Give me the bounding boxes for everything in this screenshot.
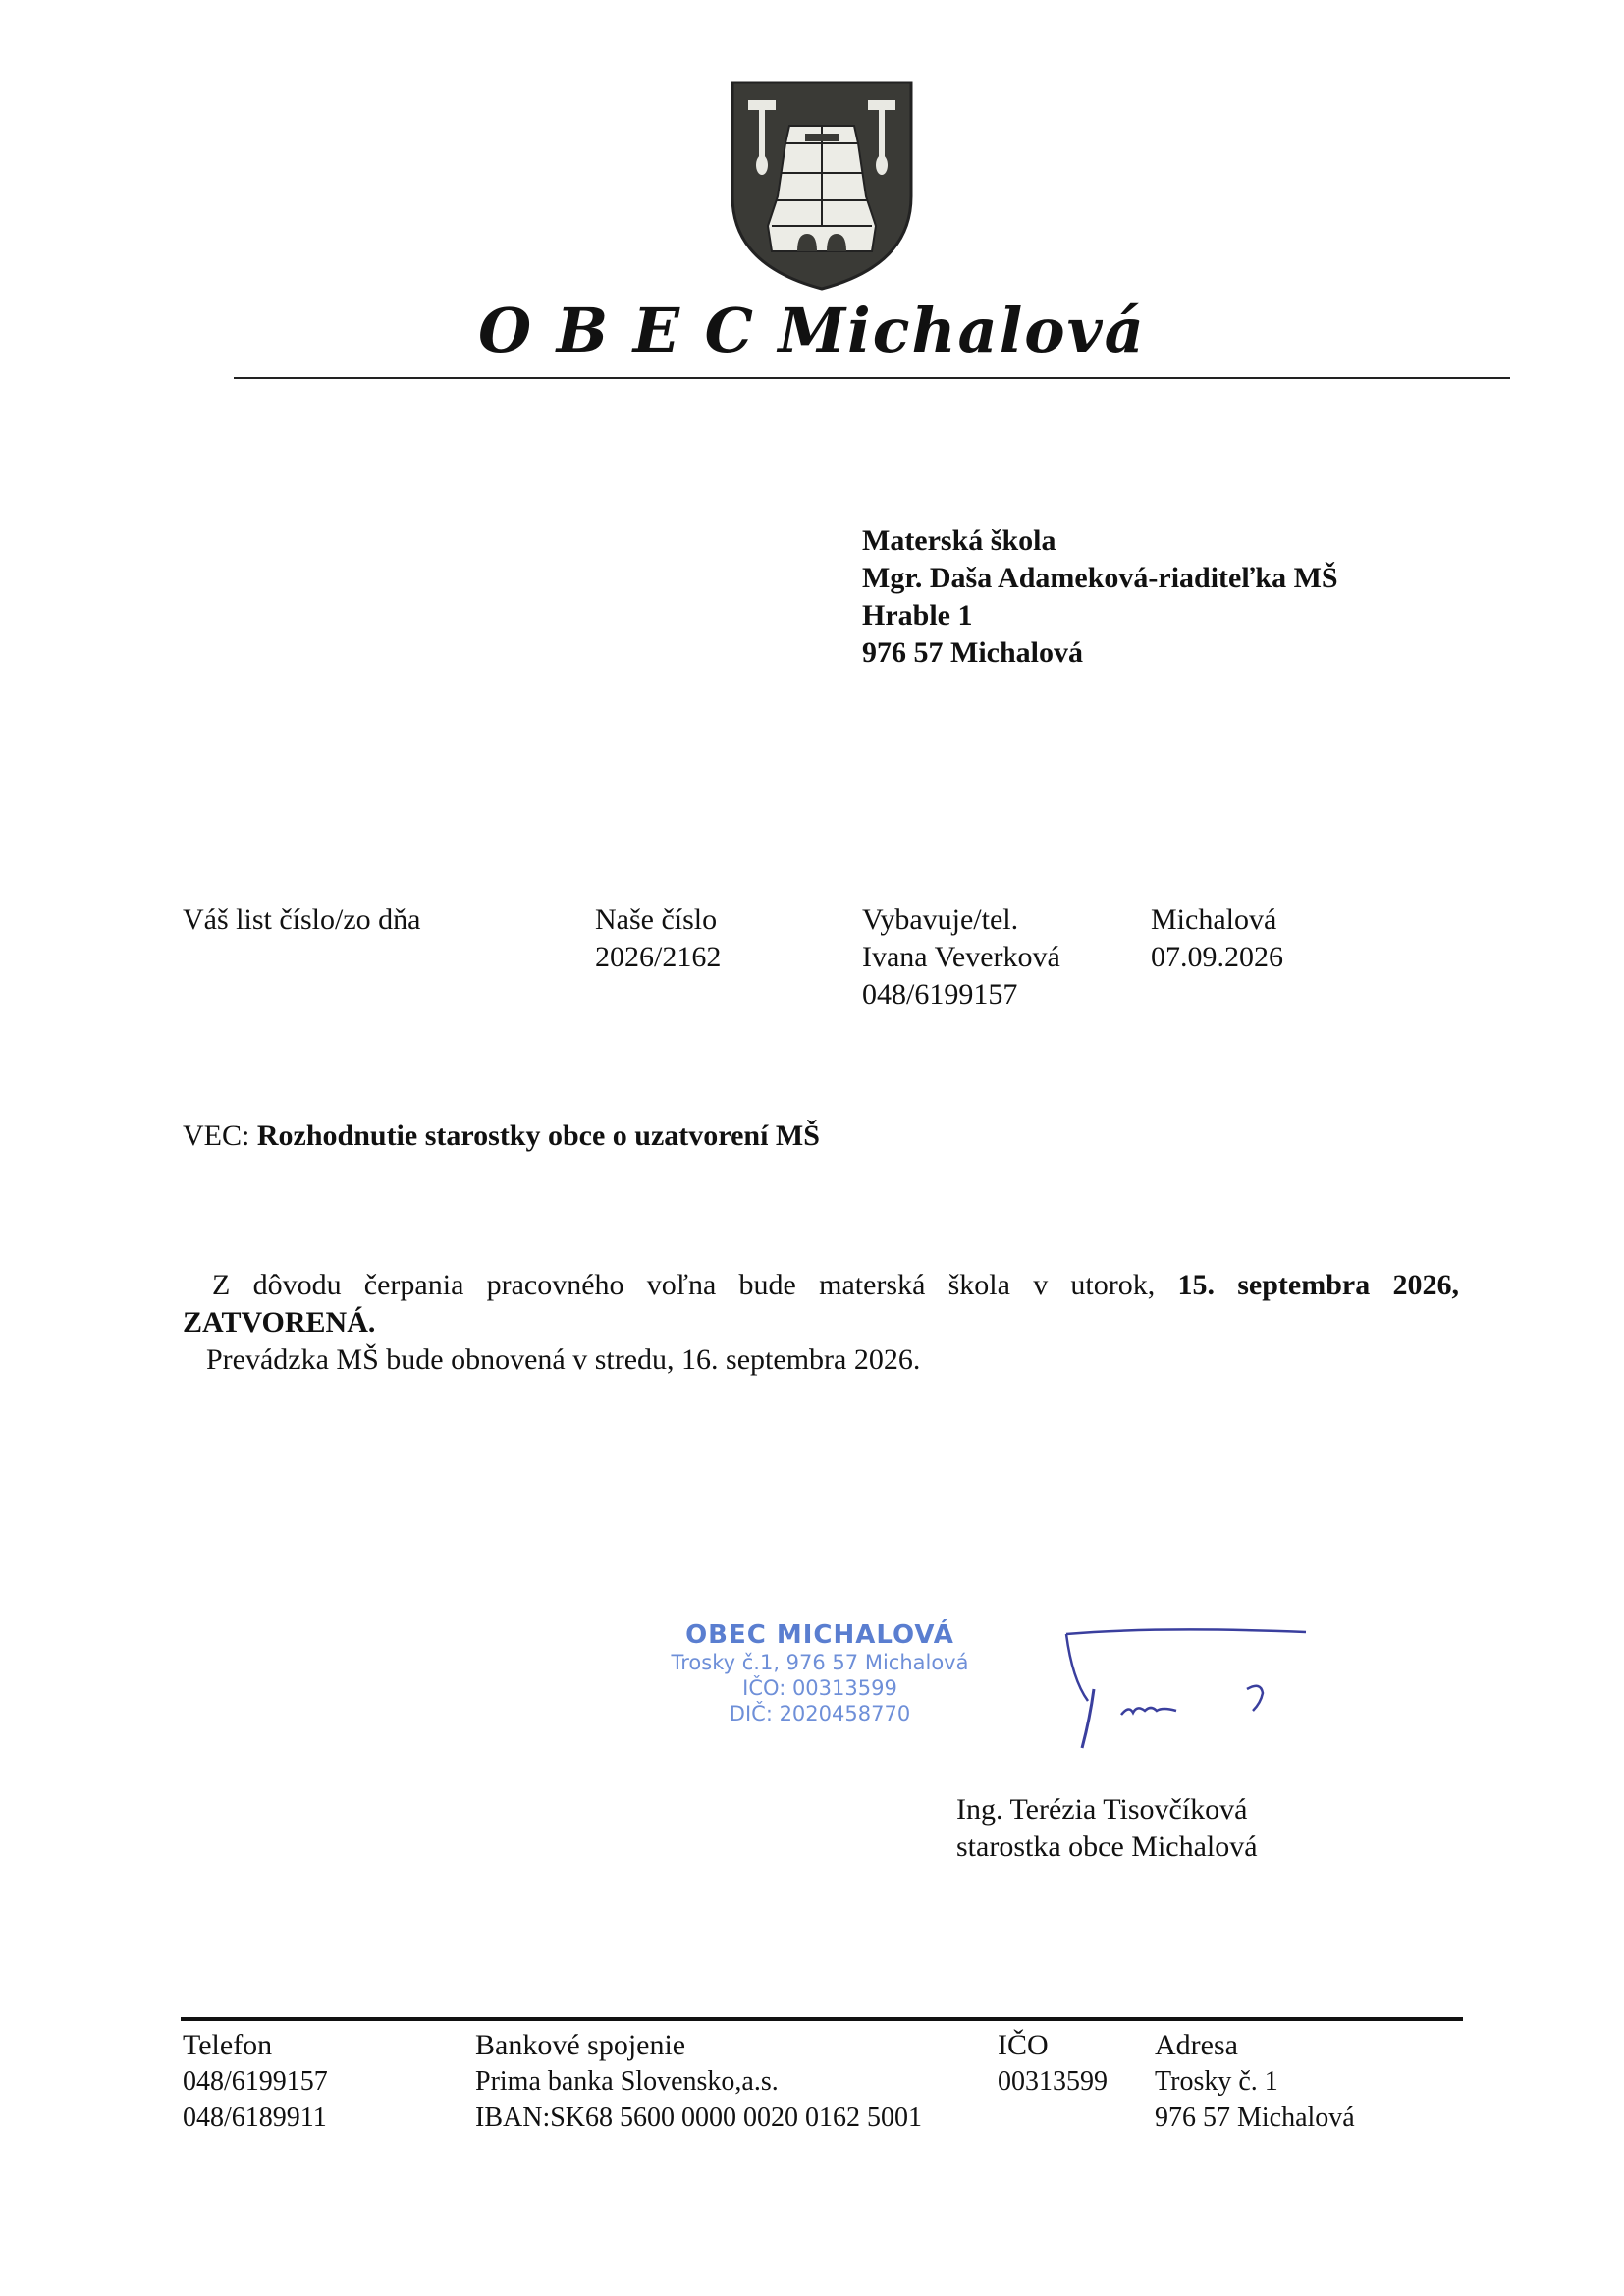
official-stamp xyxy=(628,1620,1011,1726)
municipal-coat-of-arms-icon xyxy=(729,79,915,293)
handled-by-phone: 048/6199157 xyxy=(862,978,1018,1011)
recipient-person: Mgr. Daša Adameková-riaditeľka MŠ xyxy=(862,562,1338,594)
body-word: Z xyxy=(212,1269,231,1301)
body-line-1 xyxy=(183,1267,1459,1304)
footer-bank-label: Bankové spojenie xyxy=(475,2029,686,2061)
letter-place: Michalová xyxy=(1151,903,1277,936)
footer-divider xyxy=(181,2017,1463,2021)
footer-phone-label: Telefon xyxy=(183,2029,273,2061)
stamp-title: OBEC MICHALOVÁ xyxy=(685,1620,954,1650)
handled-by-column xyxy=(862,902,1060,1013)
your-letter-label: Váš list číslo/zo dňa xyxy=(183,903,421,936)
footer-phone-column xyxy=(183,2027,328,2136)
signer-name: Ing. Terézia Tisovčíková xyxy=(956,1793,1248,1826)
footer-ico-column xyxy=(998,2027,1108,2100)
handled-by-label: Vybavuje/tel. xyxy=(862,903,1019,936)
recipient-street: Hrable 1 xyxy=(862,599,973,631)
your-letter-column xyxy=(183,902,420,939)
footer-address-city: 976 57 Michalová xyxy=(1155,2103,1355,2133)
body-word: voľna xyxy=(646,1269,717,1301)
stamp-ico: IČO: 00313599 xyxy=(742,1676,897,1700)
municipality-title: O B E C Michalová xyxy=(478,295,1146,366)
recipient-institution: Materská škola xyxy=(862,524,1056,557)
body-word: pracovného xyxy=(486,1269,624,1301)
signer-role: starostka obce Michalová xyxy=(956,1831,1258,1863)
footer-address-street: Trosky č. 1 xyxy=(1155,2066,1278,2097)
place-date-column xyxy=(1151,902,1283,976)
footer-address-column xyxy=(1155,2027,1355,2136)
footer-iban: IBAN:SK68 5600 0000 0020 0162 5001 xyxy=(475,2103,923,2133)
handwritten-signature-icon xyxy=(1060,1620,1316,1758)
our-number-value: 2026/2162 xyxy=(595,941,722,973)
signer-block xyxy=(956,1791,1258,1866)
body-word: materská xyxy=(819,1269,926,1301)
recipient-address xyxy=(862,522,1338,672)
body-word: utorok, xyxy=(1070,1269,1156,1301)
header-divider xyxy=(234,377,1510,379)
subject-line xyxy=(183,1120,820,1153)
body-word: škola xyxy=(947,1269,1010,1301)
subject-label: VEC: xyxy=(183,1120,250,1152)
letter-body xyxy=(183,1267,1459,1379)
subject-text: Rozhodnutie starostky obce o uzatvorení MŠ xyxy=(256,1120,820,1152)
footer-bank-column xyxy=(475,2027,922,2136)
body-word: bude xyxy=(738,1269,796,1301)
footer-phone-1: 048/6199157 xyxy=(183,2066,328,2097)
body-date-word: septembra xyxy=(1237,1269,1371,1301)
body-line-3: Prevádzka MŠ bude obnovená v stredu, 16. septembra 2026. xyxy=(206,1343,921,1376)
body-line-2: ZATVORENÁ. xyxy=(183,1306,376,1339)
stamp-address: Trosky č.1, 976 57 Michalová xyxy=(671,1651,969,1674)
footer-phone-2: 048/6189911 xyxy=(183,2103,327,2133)
footer-address-label: Adresa xyxy=(1155,2029,1238,2061)
body-word: čerpania xyxy=(363,1269,464,1301)
body-word: dôvodu xyxy=(252,1269,342,1301)
our-number-label: Naše číslo xyxy=(595,903,718,936)
footer-ico-value: 00313599 xyxy=(998,2066,1108,2097)
footer-bank-name: Prima banka Slovensko,a.s. xyxy=(475,2066,779,2097)
stamp-dic: DIČ: 2020458770 xyxy=(729,1702,911,1725)
our-number-column xyxy=(595,902,721,976)
handled-by-name: Ivana Veverková xyxy=(862,941,1060,973)
body-word: v xyxy=(1033,1269,1049,1301)
body-date-word: 2026, xyxy=(1392,1269,1459,1301)
letter-date: 07.09.2026 xyxy=(1151,941,1283,973)
recipient-city: 976 57 Michalová xyxy=(862,636,1083,669)
body-date-word: 15. xyxy=(1177,1269,1215,1301)
footer-ico-label: IČO xyxy=(998,2029,1049,2061)
